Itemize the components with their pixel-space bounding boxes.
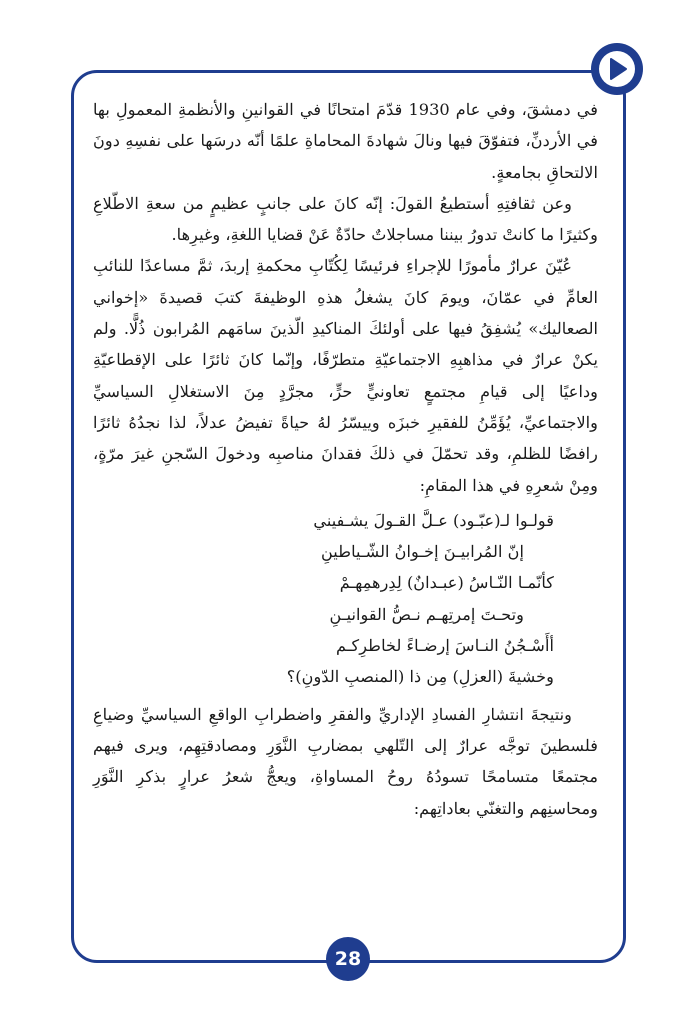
- verse-line: كأنّمـا النّـاسُ (عبـدانٌ) لِدِرهمِهـمْ: [339, 573, 554, 593]
- page-number: 28: [326, 937, 370, 981]
- verse-line: أأَسْـجُنُ النـاسَ إرضـاءً لخاطرِكـم: [336, 636, 554, 656]
- paragraph-closing: ونتيجةَ انتشارِ الفسادِ الإداريِّ والفقرِ واضطرابِ الواقعِ السياسيِّ وضياعِ فلسطينَ توجَّه عرارٌ إلى التّلهي بمضاربِ النَّوَرِ ومصادقتِهِم، ويرى فيهم مجتمعًا متسامحًا تسودُهُ روحُ المساواةِ، ويعجُّ شعرُ عرارٍ بذكرِ النَّوَرِ ومحاسنِهم والتغنّي بعاداتِهم:: [93, 704, 598, 818]
- poem-verses: [93, 505, 598, 693]
- verse-line: قولـوا لـ(عبّـود) عـلَّ القـولَ يشـفيني: [313, 510, 554, 530]
- verse-line: إنّ المُرابيـنَ إخـوانُ الشّـياطينِ: [320, 542, 524, 562]
- paragraph-1: في دمشقَ، وفي عام 1930 قدّمَ امتحانًا في القوانينِ والأنظمةِ المعمولِ بها في الأردنِّ، فتفوّقَ فيها ونالَ شهادةَ المحاماةِ علمًا أنّه درسَها على نفسِهِ دونَ الالتحاقِ بجامعةٍ.: [93, 100, 598, 182]
- verse-line: وخشيةَ (العزلِ) مِن ذا (المنصبِ الدّونِ)؟: [286, 667, 554, 687]
- play-icon[interactable]: [599, 51, 635, 87]
- paragraph-3: عُيّنَ عرارٌ مأمورًا للإجراءِ فرئيسًا لِكُتّابِ محكمةِ إربدَ، ثمَّ مساعدًا للنائبِ العامِّ في عمّانَ، ويومَ كانَ يشغلُ هذهِ الوظيفةَ كتبَ قصيدةَ «إخواني الصعاليك» يُشفِقُ فيها على أولئكَ المناكيدِ الّذينَ سامَهم المُرابون ذُلًّا. ولم يكنْ عرارٌ في مذاهبِهِ الاجتماعيّةِ متطرّفًا، وإنّما كانَ ثائرًا على الإقطاعيّةِ وداعيًا إلى قيامِ مجتمعٍ تعاونيٍّ حرٍّ، مجرَّدٍ مِنَ الاستغلالِ السياسيِّ والاجتماعيِّ، يُؤَمِّنُ للفقيرِ خبزَه وييسّرُ لهُ حياةً تفيضُ عدلاً، لذا نجدُهُ ثائرًا رافضًا للظلمِ، وقد تحمّلَ في ذلكَ فقدانَ مناصبِه ودخولَ السّجنِ غيرَ مرّةٍ، ومِنْ شعرِهِ في هذا المقامِ:: [93, 256, 598, 495]
- verse-line: وتحـتَ إمرتِهـم نـصُّ القوانيـنِ: [329, 604, 524, 624]
- play-badge[interactable]: [591, 43, 643, 95]
- page-content: [93, 94, 598, 932]
- paragraph-2: وعن ثقافتِهِ أستطيعُ القولَ: إنّه كانَ على جانبٍ عظيمٍ من سعةِ الاطّلاعِ وكثيرًا ما كانتْ تدورُ بيننا مساجلاتٌ حادّةٌ عَنْ قضايا اللغةِ، وغيرِها.: [93, 193, 598, 245]
